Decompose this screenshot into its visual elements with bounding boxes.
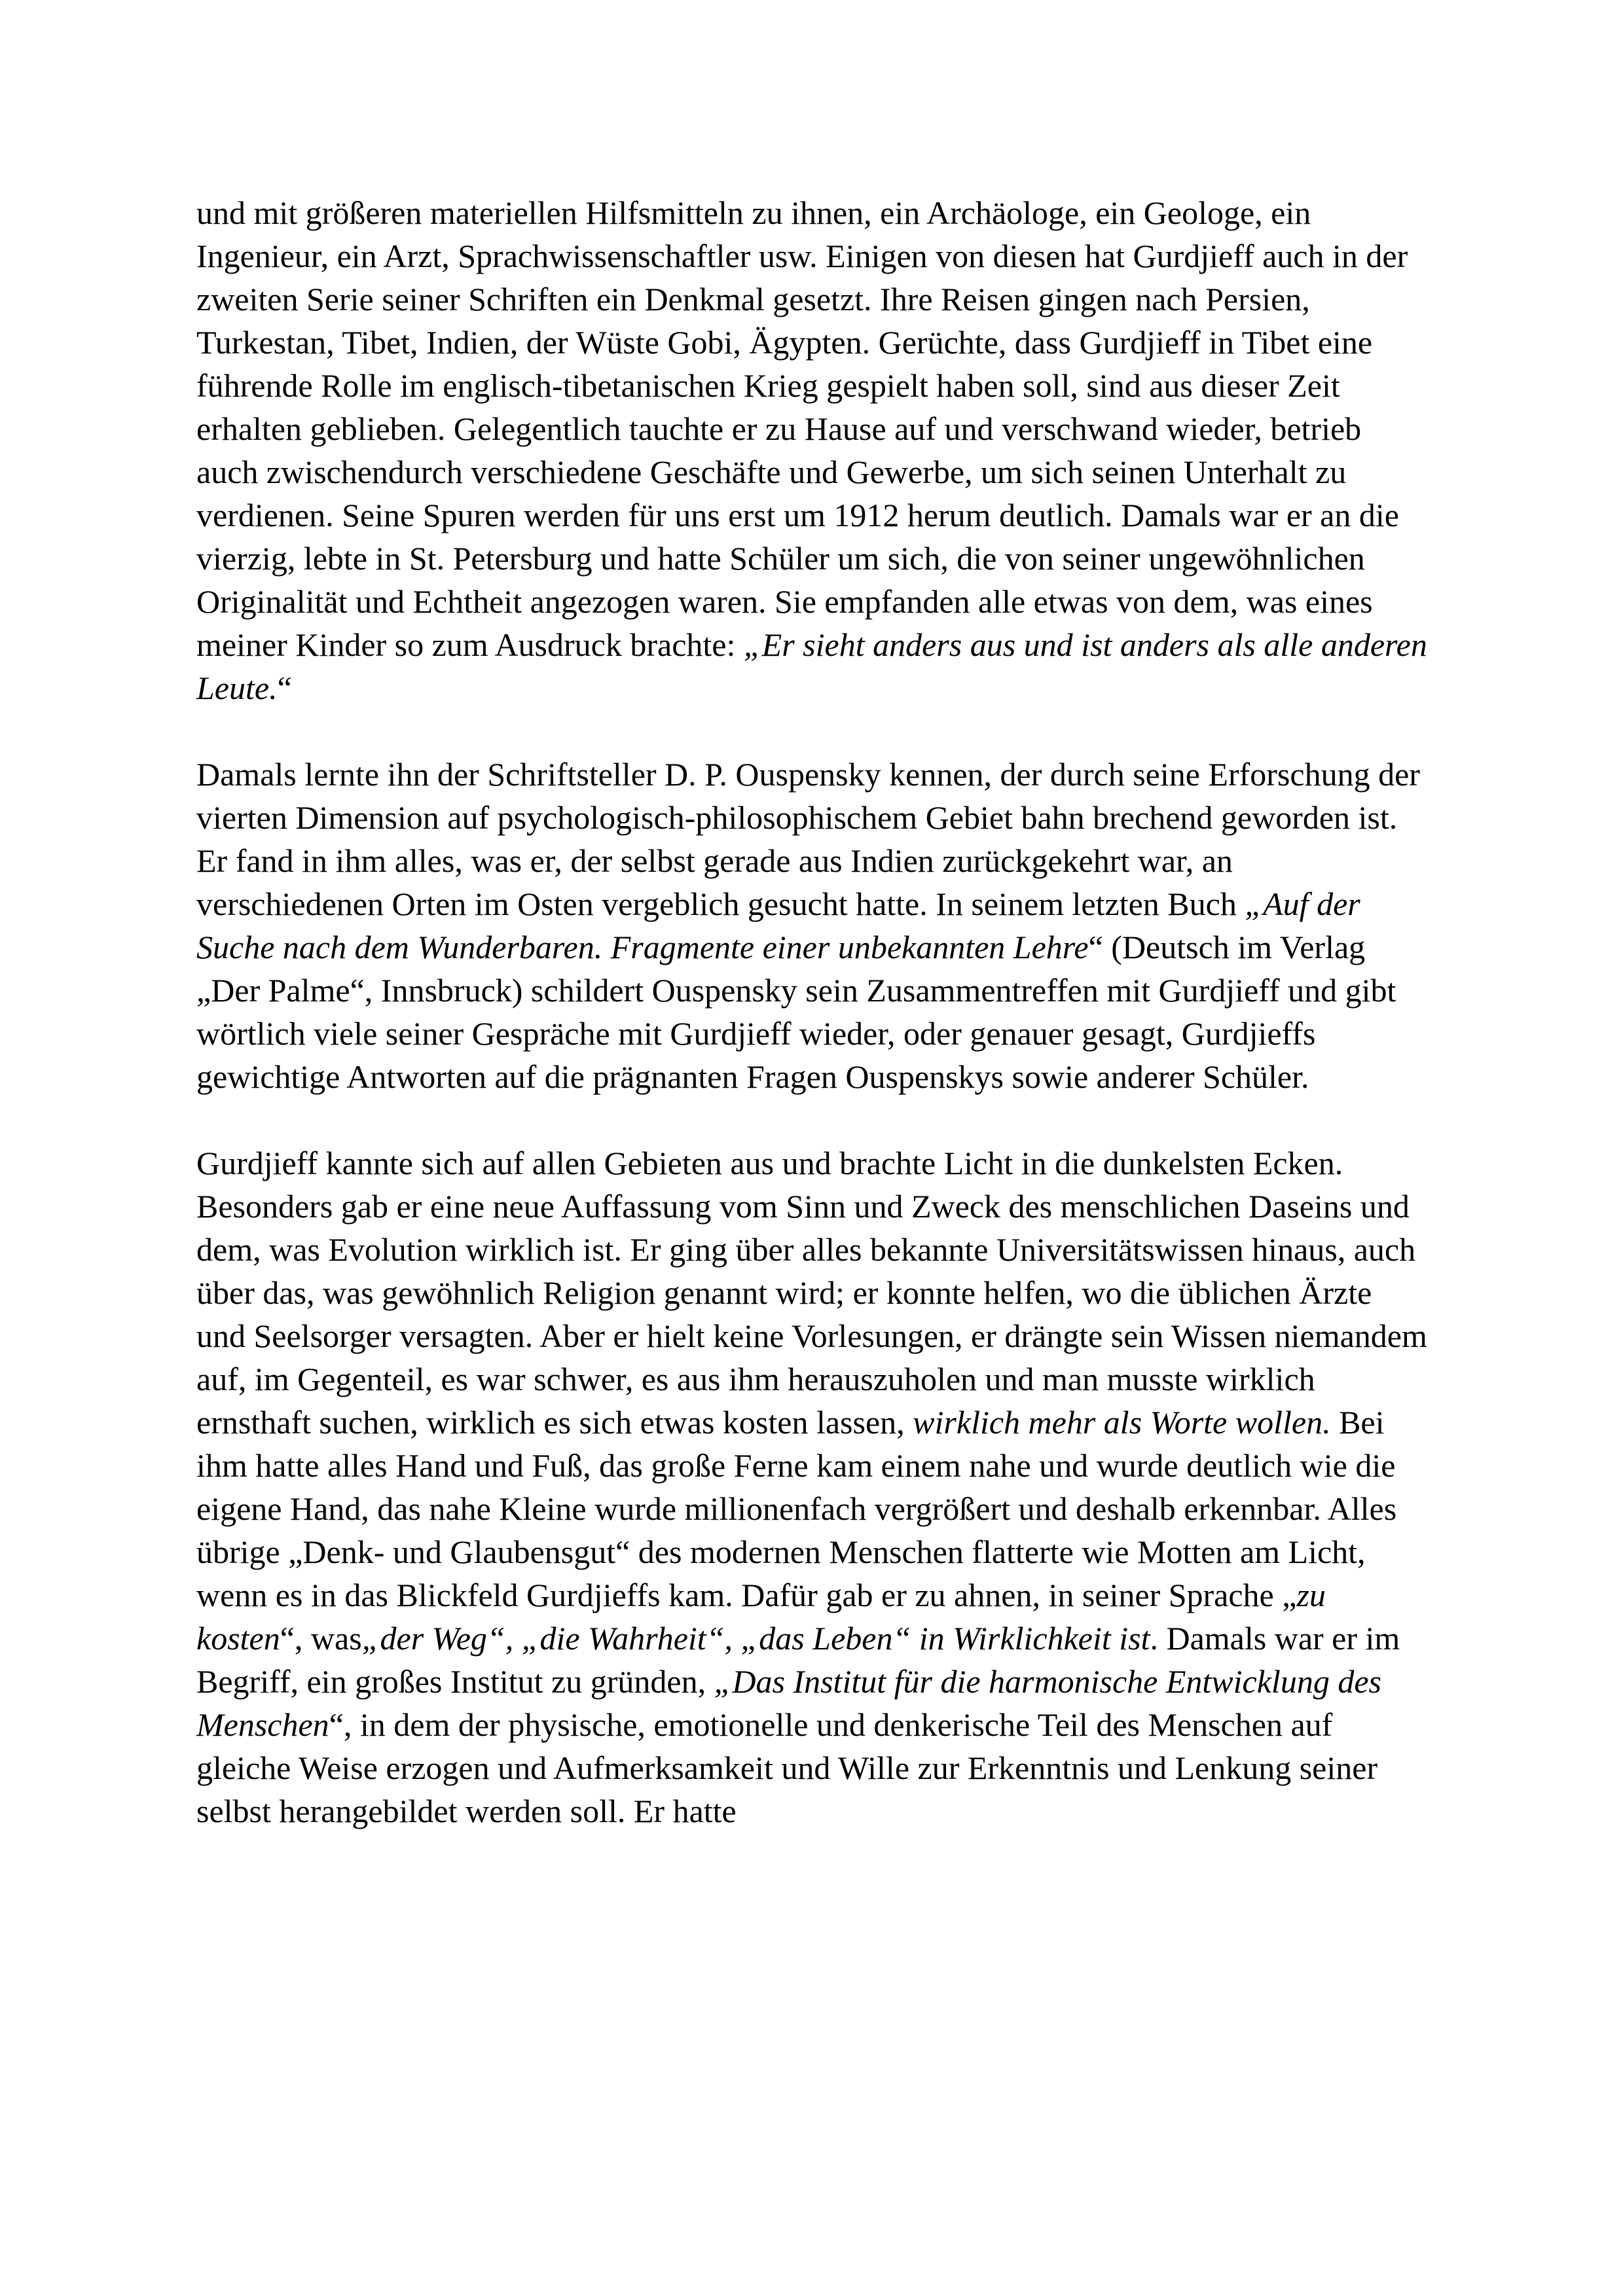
text-run: Bei ihm hatte alles Hand und Fuß, das große Ferne kam einem nahe und wurde deutlich wie die eigene Hand, das nahe Kleine wurde millionenfach vergrößert und deshalb erkennbar. Alles übrige „Denk- und Glaubensgut“ des modernen Menschen flatterte wie Motten am Licht, wenn es in das Blickfeld Gurdjieffs kam. Dafür gab er zu ahnen, in seiner Sprache „ (196, 1404, 1397, 1613)
italic-text-run: „der Weg“, „die Wahrheit“, „das Leben“ in Wirklichkeit ist (361, 1620, 1150, 1657)
paragraph (196, 753, 1427, 1098)
italic-text-run: wirklich mehr als Worte wollen. (913, 1404, 1331, 1441)
italic-text-run: „Er sieht anders aus und ist anders als alle anderen Leute. (196, 626, 1427, 706)
paragraph (196, 191, 1427, 709)
text-run: “, was (280, 1620, 362, 1657)
text-run: “ (Deutsch im Verlag „Der Palme“, Innsbruck) schildert Ouspensky sein Zusammentreffen mit Gurdjieff und gibt wörtlich viele seiner Gespräche mit Gurdjieff wieder, oder genauer gesagt, Gurdjieffs gewichtige Antworten auf die prägnanten Fragen Ouspenskys sowie anderer Schüler. (196, 929, 1396, 1095)
paragraph (196, 1141, 1427, 1833)
text-run: Gurdjieff kannte sich auf allen Gebieten aus und brachte Licht in die dunkelsten Ecken. Besonders gab er eine neue Auffassung vom Sinn und Zweck des menschlichen Daseins und dem, was Evolution wirklich ist. Er ging über alles bekannte Universitätswissen hinaus, auch über das, was gewöhnlich Religion genannt wird; er konnte helfen, wo die üblichen Ärzte und Seelsorger versagten. Aber er hielt keine Vorlesungen, er drängte sein Wissen niemandem auf, im Gegenteil, es war schwer, es aus ihm herauszuholen und man musste wirklich ernsthaft suchen, wirklich es sich etwas kosten lassen, (196, 1145, 1427, 1441)
italic-text-run: „Das Institut für die harmonische Entwicklung des Menschen (196, 1663, 1381, 1743)
text-run: “, in dem der physische, emotionelle und denkerische Teil des Menschen auf gleiche Weise erzogen und Aufmerksamkeit und Wille zur Erkenntnis und Lenkung seiner selbst herangebildet werden soll. Er hatte (196, 1706, 1378, 1829)
document-text-block (196, 191, 1427, 1833)
italic-text-run: „Auf der Suche nach dem Wunderbaren. Fragmente einer unbekannten Lehre (196, 886, 1360, 965)
text-run: und mit größeren materiellen Hilfsmitteln zu ihnen, ein Archäologe, ein Geologe, ein Ingenieur, ein Arzt, Sprachwissenschaftler usw. Einigen von diesen hat Gurdjieff auch in der zweiten Serie seiner Schriften ein Denkmal gesetzt. Ihre Reisen gingen nach Persien, Turkestan, Tibet, Indien, der Wüste Gobi, Ägypten. Gerüchte, dass Gurdjieff in Tibet eine führende Rolle im englisch-tibetanischen Krieg gespielt haben soll, sind aus dieser Zeit erhalten geblieben. Gelegentlich tauchte er zu Hause auf und verschwand wieder, betrieb auch zwischendurch verschiedene Geschäfte und Gewerbe, um sich seinen Unterhalt zu verdienen. Seine Spuren werden für uns erst um 1912 herum deutlich. Damals war er an die vierzig, lebte in St. Petersburg und hatte Schüler um sich, die von seiner ungewöhnlichen Originalität und Echtheit angezogen waren. Sie empfanden alle etwas von dem, was eines meiner Kinder so zum Ausdruck brachte: (196, 194, 1408, 663)
text-run: Damals lernte ihn der Schriftsteller D. P. Ouspensky kennen, der durch seine Erforschung der vierten Dimension auf psychologisch-philosophischem Gebiet bahn brechend geworden ist. Er fand in ihm alles, was er, der selbst gerade aus Indien zurückgekehrt war, an verschiedenen Orten im Osten vergeblich gesucht hatte. In seinem letzten Buch (196, 756, 1420, 922)
italic-text-run: zu kosten (196, 1577, 1326, 1657)
text-run: “ (277, 670, 292, 706)
text-run: . Damals war er im Begriff, ein großes Institut zu gründen, (196, 1620, 1400, 1700)
